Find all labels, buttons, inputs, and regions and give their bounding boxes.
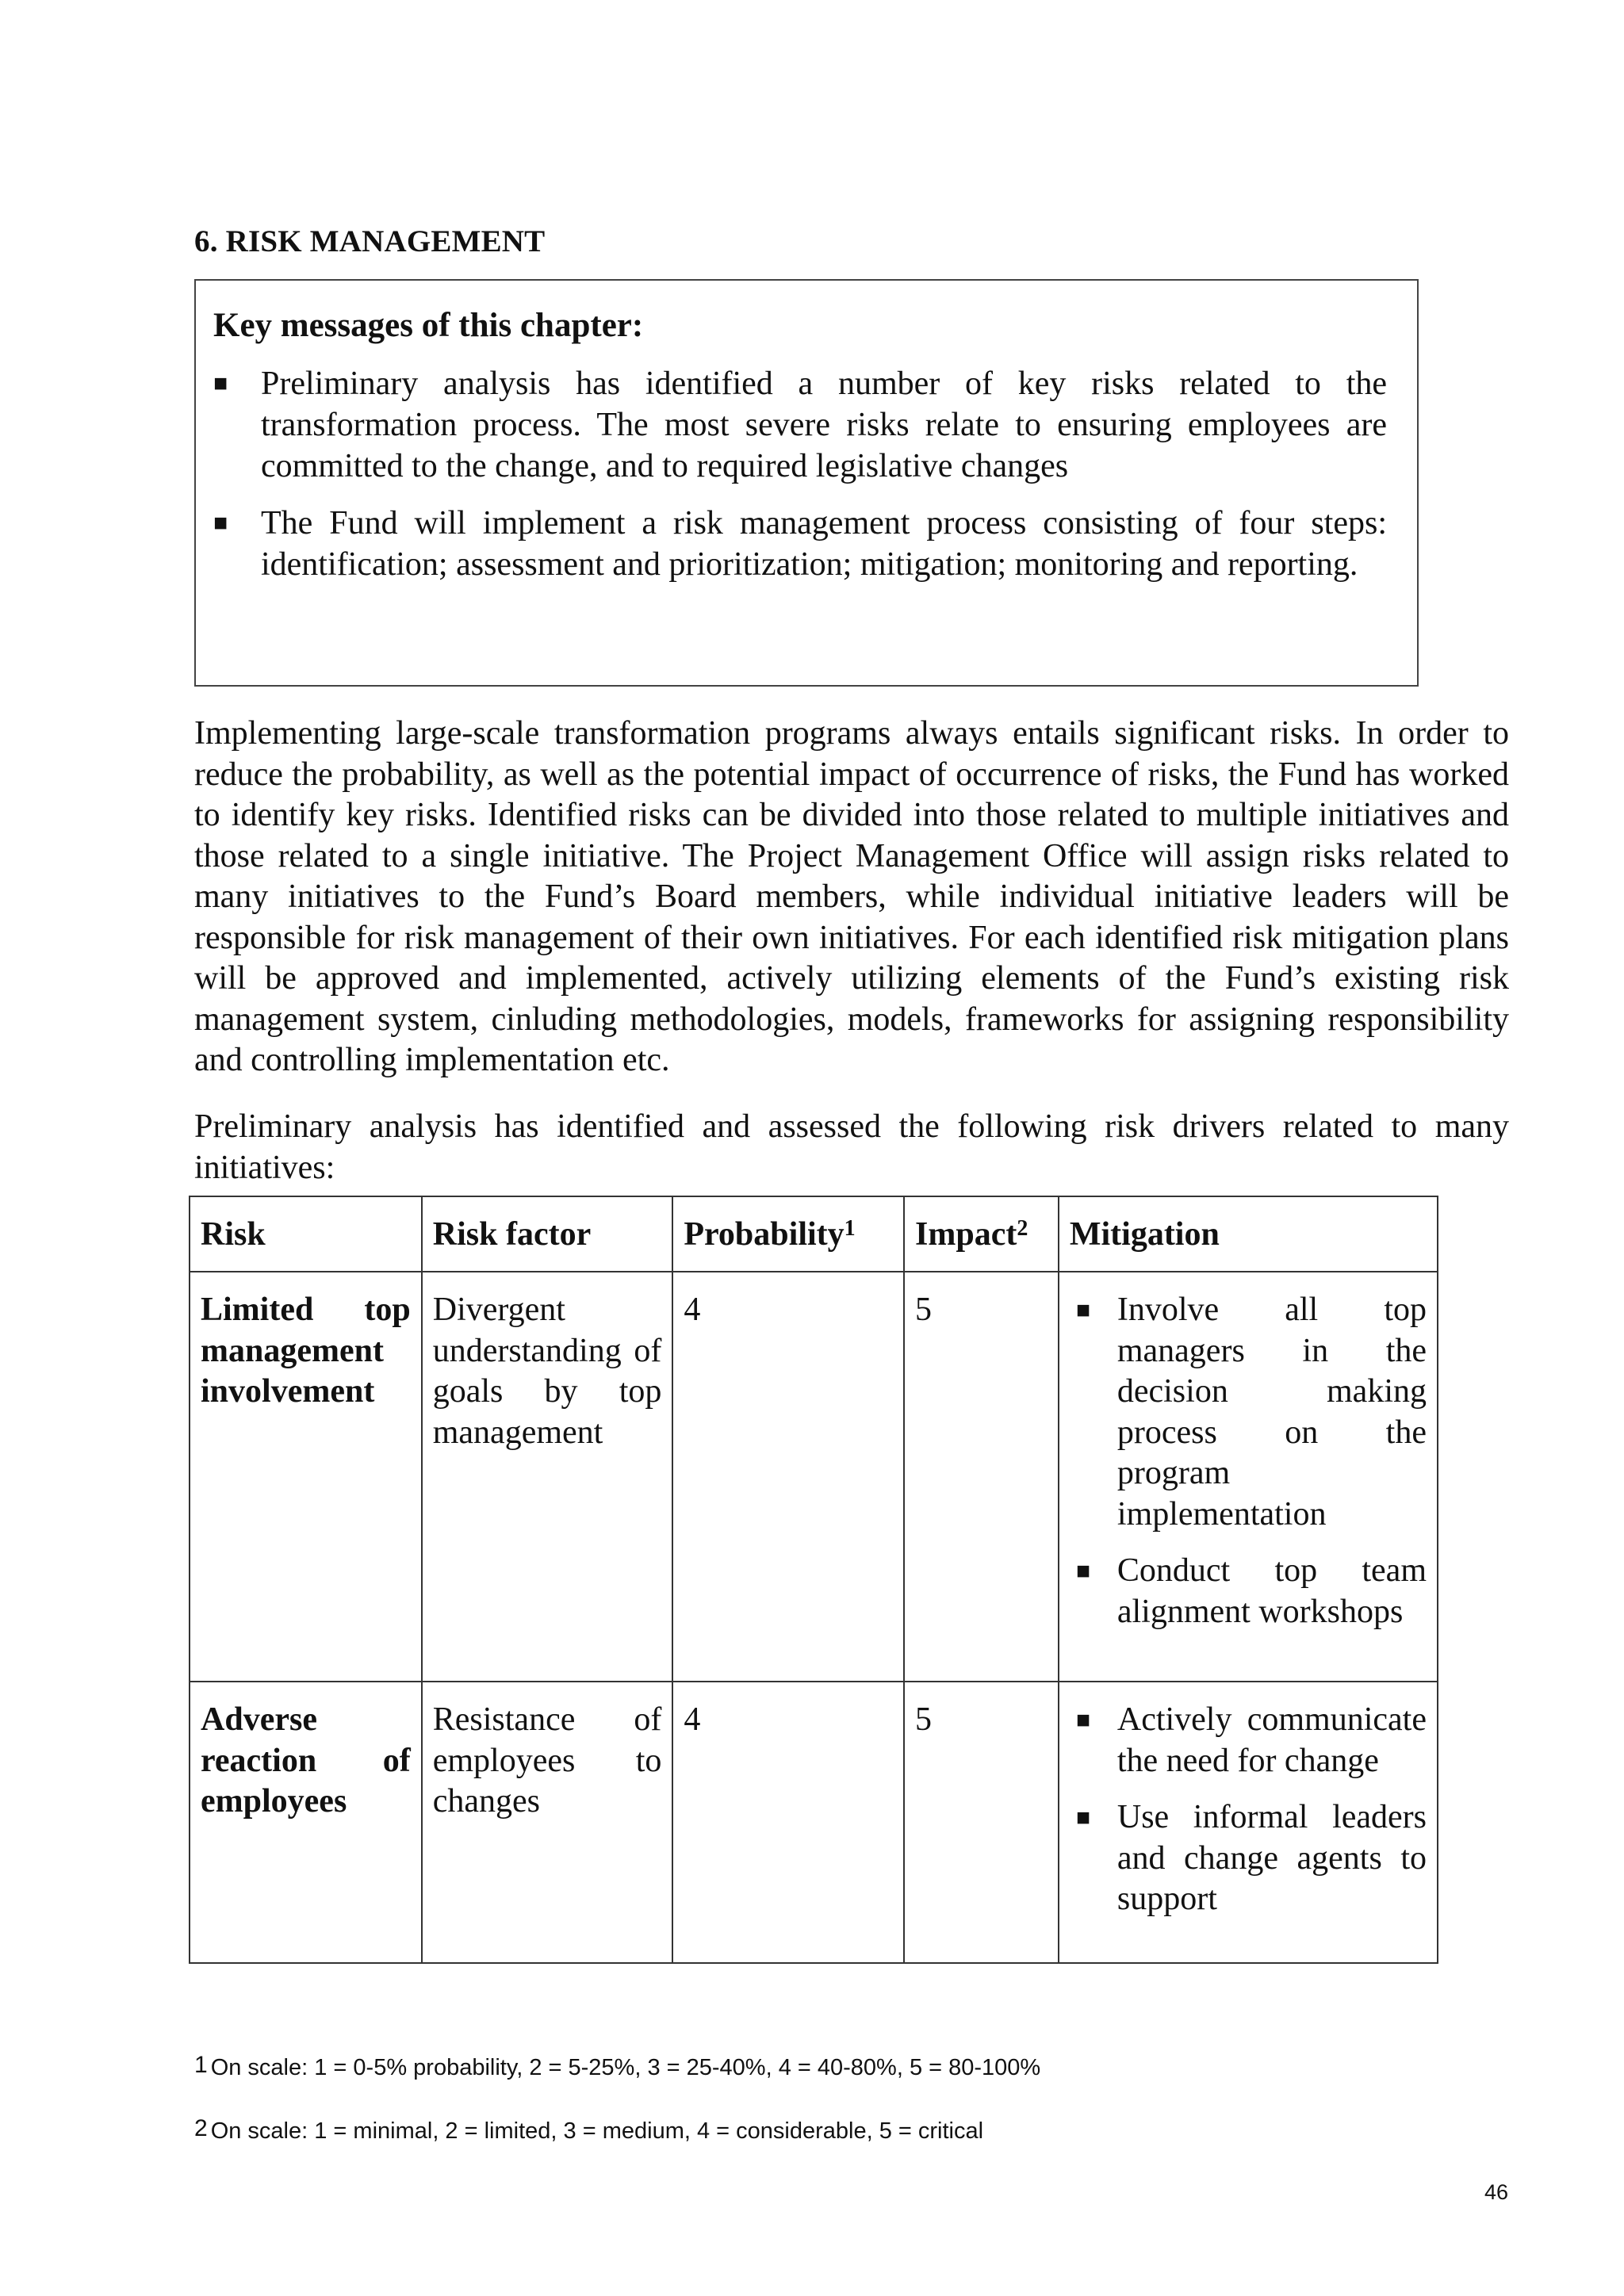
- header-mitigation: Mitigation: [1059, 1196, 1438, 1272]
- mitigation-item: ■ Conduct top team alignment workshops: [1075, 1552, 1427, 1630]
- page-number: 46: [1484, 2180, 1509, 2204]
- body-paragraph: Implementing large-scale transformation programs always entails significant risks. In order to reduce the probability, as well as the potential impact of occurrence of risks, the Fund has worked to identify key risks. Identified risks can be divided into those related to multiple initiatives and those related to a single initiative. The Project Management Office will assign risks related to many initiatives to the Fund’s Board members, while individual initiative leaders will be responsible for risk management of their own initiatives. For each identified risk mitigation plans will be approved and implemented, actively utilizing elements of the Fund’s existing risk management system, cinluding methodologies, models, frameworks for assigning responsibility and controlling implementation etc.: [194, 715, 1509, 1078]
- body-paragraph: Preliminary analysis has identified and assessed the following risk drivers related to many initiatives:: [194, 1108, 1509, 1186]
- square-bullet-icon: ■: [1075, 1707, 1090, 1733]
- mitigation-item: ■ Use informal leaders and change agents to support: [1075, 1799, 1427, 1917]
- risk-factor-cell: Divergent understanding of goals by top management: [422, 1272, 673, 1682]
- mitigation-cell: [1059, 1272, 1438, 1682]
- mitigation-cell: [1059, 1682, 1438, 1963]
- impact-cell: 5: [904, 1682, 1059, 1963]
- square-bullet-icon: ■: [213, 370, 228, 396]
- risk-cell: Adverse reaction of employees: [190, 1682, 422, 1963]
- key-message-item: [213, 503, 1387, 585]
- footnote-mark: 2: [194, 2115, 208, 2141]
- risk-factor-cell: Resistance of employees to changes: [422, 1682, 673, 1963]
- footnote-mark: 1: [194, 2052, 208, 2078]
- header-risk-factor: Risk factor: [422, 1196, 673, 1272]
- key-messages-title: Key messages of this chapter:: [213, 307, 644, 344]
- probability-cell: 4: [672, 1682, 904, 1963]
- impact-cell: 5: [904, 1272, 1059, 1682]
- key-message-text: Preliminary analysis has identified a number of key risks related to the transformation process. The most severe risks relate to ensuring employees are committed to the change, and to required legislative changes: [261, 365, 1387, 484]
- table-row: [190, 1272, 1438, 1682]
- square-bullet-icon: ■: [1075, 1297, 1090, 1323]
- mitigation-item: ■ Actively communicate the need for change: [1075, 1701, 1427, 1779]
- footnote-text: On scale: 1 = minimal, 2 = limited, 3 = medium, 4 = considerable, 5 = critical: [210, 2118, 984, 2144]
- footnote: [194, 2052, 1041, 2082]
- section-heading: 6. RISK MANAGEMENT: [194, 224, 546, 258]
- footnote-ref: 1: [844, 1215, 856, 1241]
- square-bullet-icon: ■: [1075, 1804, 1090, 1831]
- table-row: [190, 1682, 1438, 1963]
- header-risk: Risk: [190, 1196, 422, 1272]
- mitigation-item: ■ Involve all top managers in the decision making process on the program implementation: [1075, 1292, 1427, 1533]
- header-probability: Probability$^1$: [672, 1196, 904, 1272]
- footnote-ref: 2: [1017, 1215, 1028, 1241]
- footnote-text: On scale: 1 = 0-5% probability, 2 = 5-25%, 3 = 25-40%, 4 = 40-80%, 5 = 80-100%: [210, 2055, 1041, 2080]
- square-bullet-icon: ■: [1075, 1558, 1090, 1584]
- probability-cell: 4: [672, 1272, 904, 1682]
- risk-table: [189, 1196, 1438, 1964]
- key-message-text: The Fund will implement a risk management process consisting of four steps: identification; assessment and prioritization; mitigation; monitoring and reporting.: [261, 505, 1387, 583]
- header-impact: Impact$^2$: [904, 1196, 1059, 1272]
- table-header-row: [190, 1196, 1438, 1272]
- risk-cell: Limited top management involvement: [190, 1272, 422, 1682]
- footnote: [194, 2115, 984, 2145]
- square-bullet-icon: ■: [213, 510, 228, 536]
- key-message-item: [213, 363, 1387, 487]
- key-messages-box: [194, 279, 1419, 687]
